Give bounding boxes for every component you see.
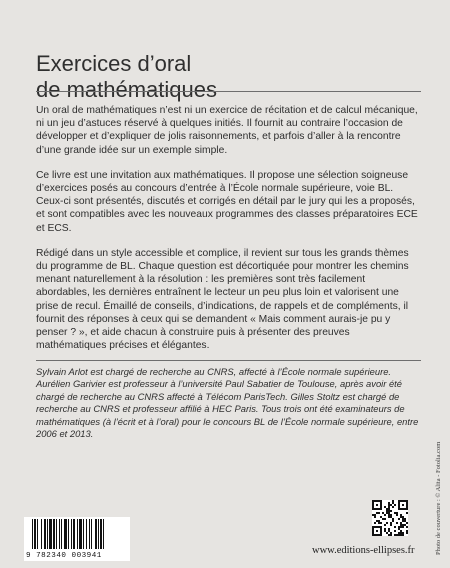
blurb-paragraph-3: Rédigé dans un style accessible et complice, il revient sur tous les grands thèmes du programme de BL. Chaque question est décortiquée pour montrer les chemins menant naturellement à la résolution : les premières sont très facilement abordables, les dernières entraînent le lecteur un peu plus loin et valorisent une prise de recul. Émaillé de conseils, d’indications, de rappels et de compléments, il fournit des réponses à ceux qui se demandent « Mais comment aurais-je pu y penser ? », et aide chacun à construire puis à présenter des preuves mathématiques précises et élégantes. bbox=[36, 247, 409, 352]
blurb bbox=[36, 104, 421, 364]
qr-code-icon bbox=[372, 500, 408, 536]
authors-divider bbox=[36, 360, 421, 361]
barcode-bars-icon bbox=[24, 519, 130, 551]
book-title bbox=[36, 51, 336, 103]
book-title-line-2: de mathématiques bbox=[36, 76, 217, 102]
title-divider bbox=[36, 91, 421, 92]
authors-bio bbox=[36, 366, 421, 440]
photo-credit-text: Photo de couverture : © Alita - Fotolia.com bbox=[435, 441, 442, 555]
photo-credit bbox=[432, 380, 444, 555]
barcode-number: 9 782340 003941 bbox=[26, 552, 102, 560]
publisher-website[interactable]: www.editions-ellipses.fr bbox=[312, 545, 415, 556]
book-title-line-1: Exercices d’oral bbox=[36, 50, 192, 76]
blurb-paragraph-2: Ce livre est une invitation aux mathématiques. Il propose une sélection soigneuse d’exercices posés au concours d’entrée à l’École normale supérieure, voie BL. Ceux-ci sont présentés, discutés et corrigés en détail par le jury qui les a proposés, et sont compatibles avec les nouveaux programmes des classes préparatoires ECE et ECS. bbox=[36, 169, 418, 234]
blurb-paragraph-1: Un oral de mathématiques n’est ni un exercice de récitation et de calcul mécanique, ni un jeu d’astuces réservé à quelques initiés. Il fournit au contraire l’occasion de développer et d’expliquer de jolis raisonnements, et parfois d’aller à la rencontre d’une grande idée sur un exemple simple. bbox=[36, 105, 418, 156]
isbn-barcode bbox=[24, 517, 130, 561]
authors-bio-text: Sylvain Arlot est chargé de recherche au CNRS, affecté à l’École normale supérieure. Aurélien Garivier est professeur à l’université Paul Sabatier de Toulouse, après avoir été chargé de recherche au CNRS affecté à Télécom ParisTech. Gilles Stoltz est chargé de recherche au CNRS et professeur affilié à HEC Paris. Tous trois ont été examinateurs de mathématiques (à l’écrit et à l’oral) pour le concours BL de l’École normale supérieure, entre 2006 et 2013. bbox=[36, 366, 419, 440]
